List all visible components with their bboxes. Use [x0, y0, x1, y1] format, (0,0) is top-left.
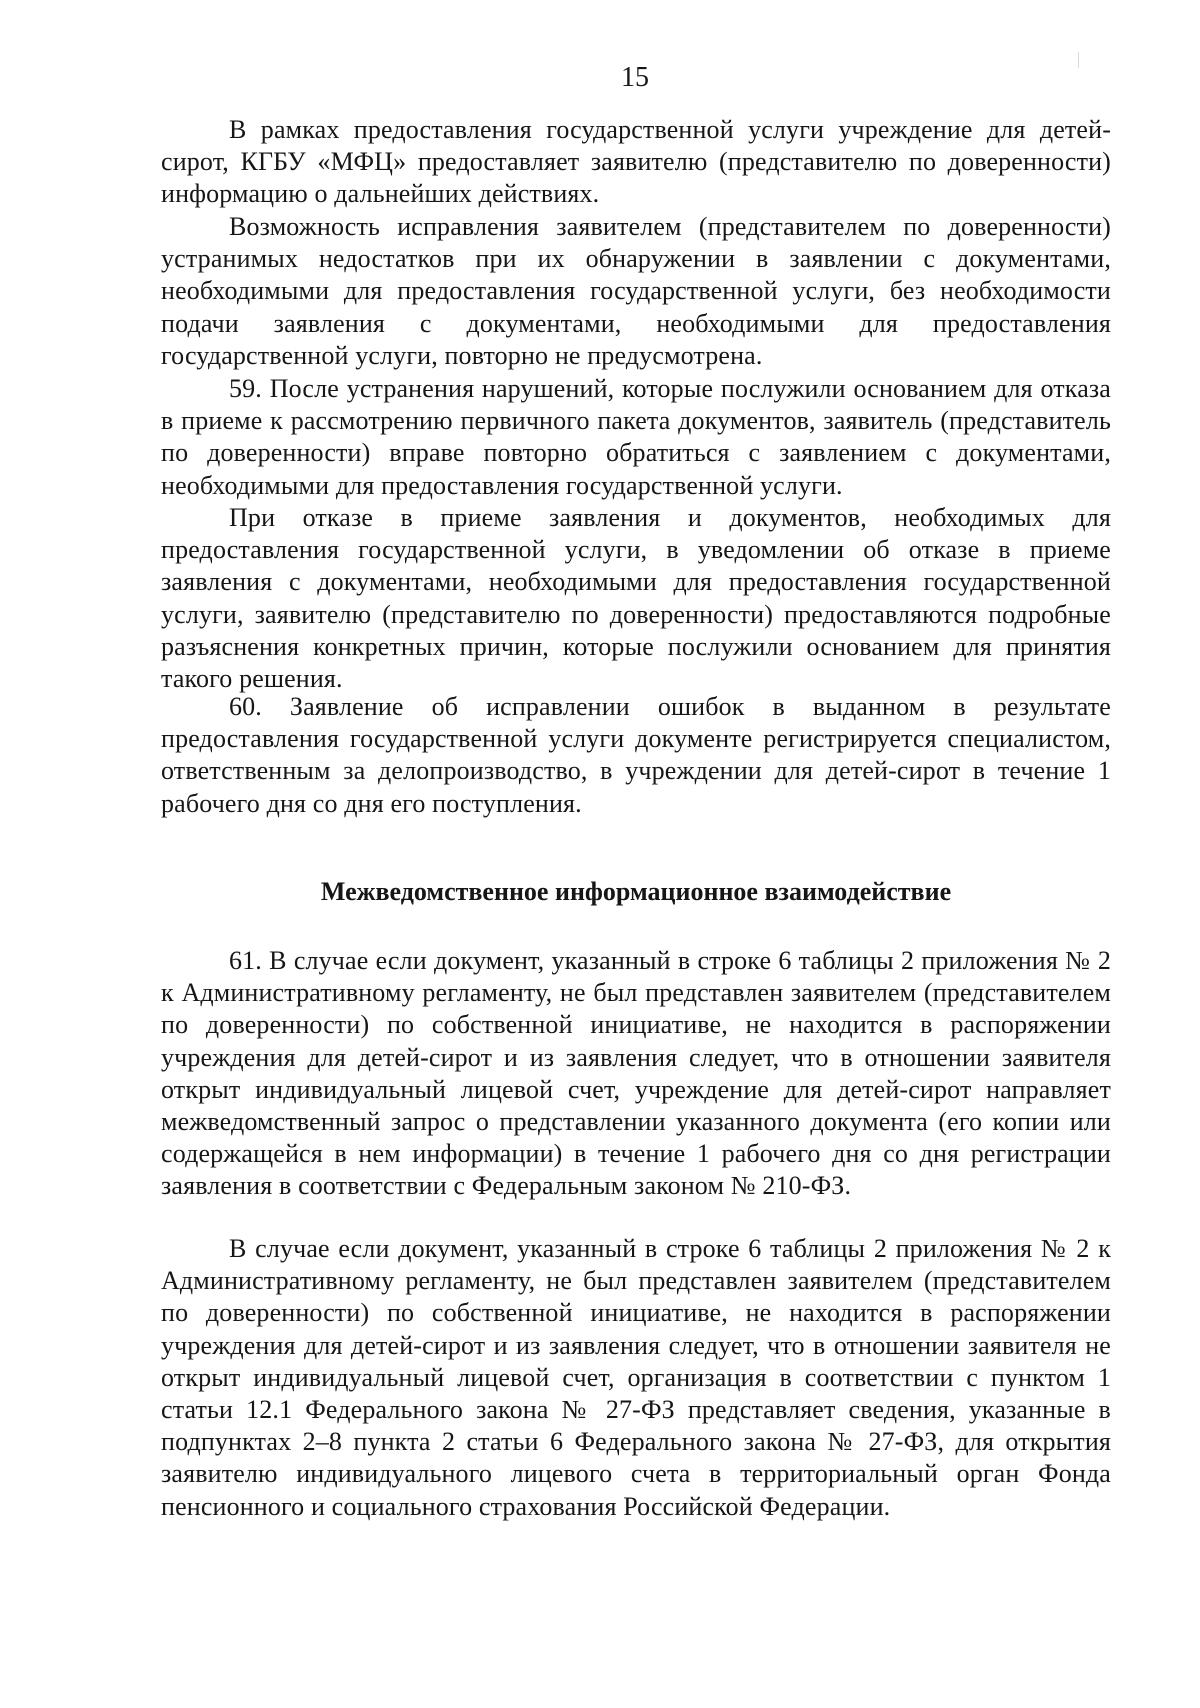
paragraph-correction-possibility: Возможность исправления заявителем (представителем по доверенности) устранимых недостатков при их обнаружении в заявлении с документами, необходимыми для предоставления государственной услуги, без необходимости подачи заявления с документами, необходимыми для предоставления государственной услуги, повторно не предусмотрена.: [161, 212, 1111, 370]
paragraph-61: 61. В случае если документ, указанный в строке 6 таблицы 2 приложения № 2 к Административному регламенту, не был представлен заявителем (представителем по доверенности) по собственной инициативе, не находится в распоряжении учреждения для детей-сирот и из заявления следует, что в отношении заявителя открыт индивидуальный лицевой счет, учреждение для детей-сирот направляет межведомственный запрос о представлении указанного документа (его копии или содержащейся в нем информации) в течение 1 рабочего дня со дня регистрации заявления в соответствии с Федеральным законом № 210-ФЗ.: [161, 946, 1111, 1201]
paragraph-60: 60. Заявление об исправлении ошибок в выданном в результате предоставления государственной услуги документе регистрируется специалистом, ответственным за делопроизводство, в учреждении для детей-сирот в течение 1 рабочего дня со дня его поступления.: [161, 692, 1111, 818]
paragraph-intro: В рамках предоставления государственной услуги учреждение для детей-сирот, КГБУ «МФЦ» предоставляет заявителю (представителю по доверенности) информацию о дальнейших действиях.: [161, 115, 1111, 209]
paragraph-61-continued: В случае если документ, указанный в строке 6 таблицы 2 приложения № 2 к Административному регламенту, не был представлен заявителем (представителем по доверенности) по собственной инициативе, не находится в распоряжении учреждения для детей-сирот и из заявления следует, что в отношении заявителя не открыт индивидуальный лицевой счет, организация в соответствии с пунктом 1 статьи 12.1 Федерального закона № 27-ФЗ представляет сведения, указанные в подпунктах 2–8 пункта 2 статьи 6 Федерального закона № 27-ФЗ, для открытия заявителю индивидуального лицевого счета в территориальный орган Фонда пенсионного и социального страхования Российской Федерации.: [161, 1234, 1111, 1521]
page-number: 15: [621, 62, 649, 93]
scan-artifact: [1078, 52, 1079, 68]
paragraph-59: 59. После устранения нарушений, которые послужили основанием для отказа в приеме к рассмотрению первичного пакета документов, заявитель (представитель по доверенности) вправе повторно обратиться с заявлением с документами, необходимыми для предоставления государственной услуги.: [161, 374, 1111, 500]
section-heading: Межведомственное информационное взаимодействие: [320, 877, 952, 906]
paragraph-refusal: При отказе в приеме заявления и документов, необходимых для предоставления государственной услуги, в уведомлении об отказе в приеме заявления с документами, необходимыми для предоставления государственной услуги, заявителю (представителю по доверенности) предоставляются подробные разъяснения конкретных причин, которые послужили основанием для принятия такого решения.: [161, 503, 1111, 694]
